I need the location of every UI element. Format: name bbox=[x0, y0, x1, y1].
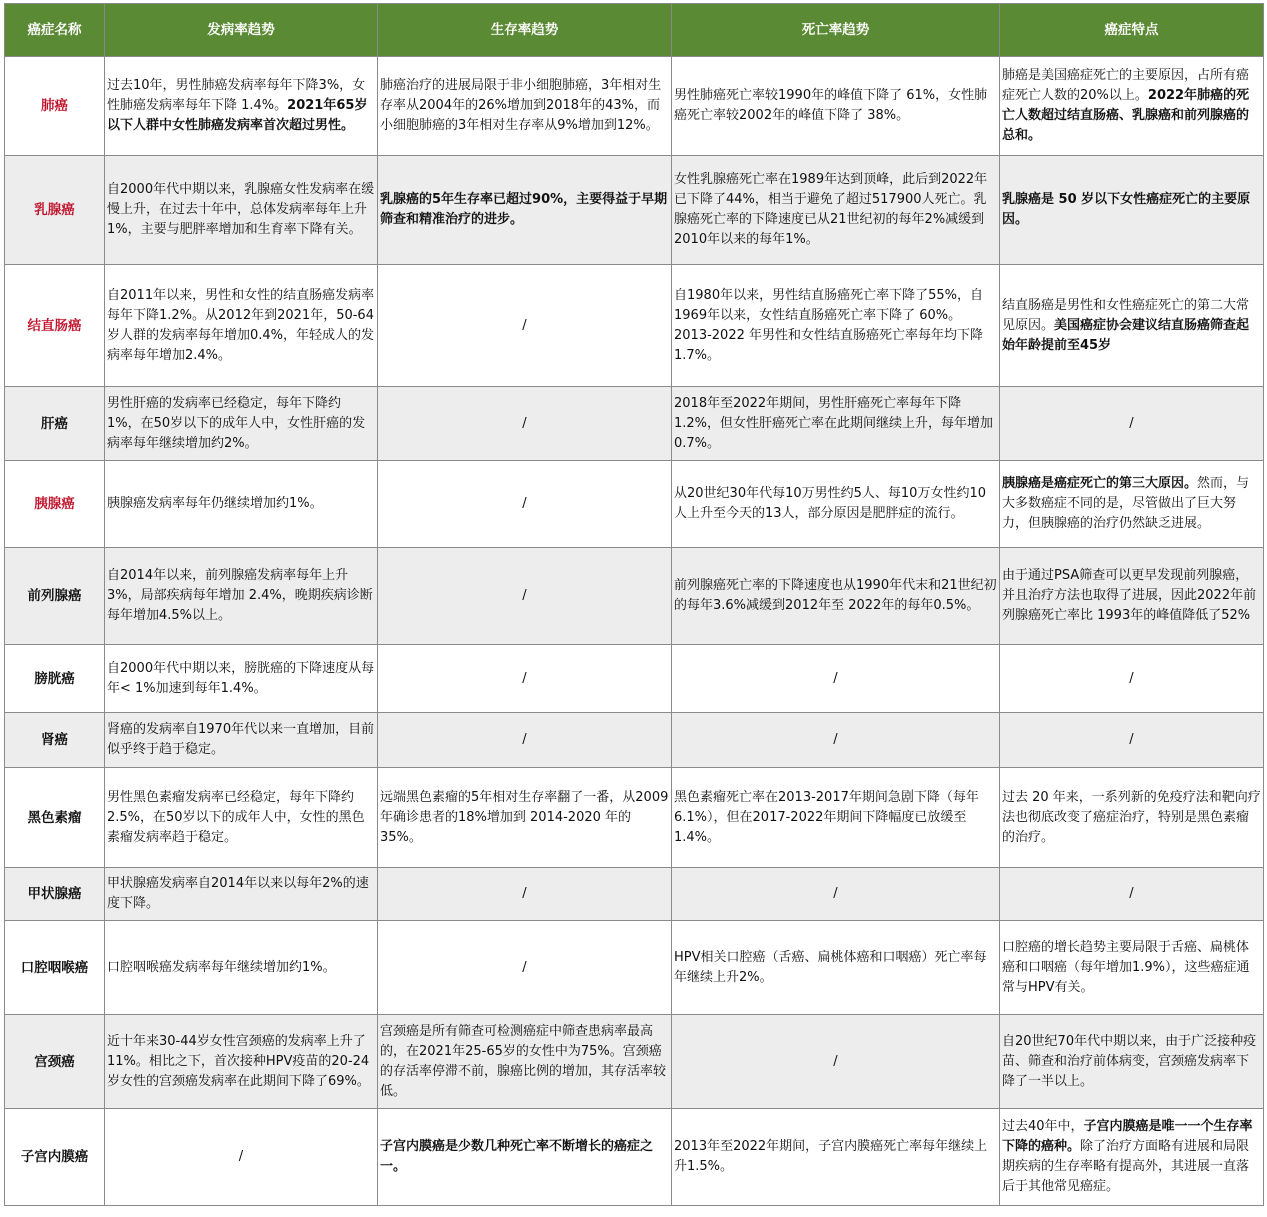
bold-text: 子宫内膜癌是少数几种死亡率不断增长的癌症之一。 bbox=[380, 1139, 654, 1174]
cell-text: / bbox=[522, 588, 527, 603]
cancer-name-cell: 结直肠癌 bbox=[5, 265, 105, 387]
incidence-cell bbox=[105, 713, 378, 768]
table-row bbox=[5, 265, 1264, 387]
table-body bbox=[5, 57, 1264, 1206]
cell-text: 结直肠癌是男性和女性癌症死亡的第二大常见原因。 bbox=[1002, 297, 1250, 333]
mortality-cell bbox=[672, 1015, 1000, 1109]
header-cancer-features: 癌症特点 bbox=[1000, 4, 1264, 57]
survival-cell bbox=[378, 645, 672, 713]
cell-text: 肾癌的发病率自1970年代以来一直增加，目前似乎终于趋于稳定。 bbox=[107, 722, 375, 757]
table-row bbox=[5, 1015, 1264, 1109]
features-cell bbox=[1000, 921, 1264, 1015]
table-row bbox=[5, 768, 1264, 868]
cancer-name-cell: 甲状腺癌 bbox=[5, 868, 105, 921]
cancer-name-cell: 肺癌 bbox=[5, 57, 105, 156]
cell-text: 过去40年中， bbox=[1002, 1119, 1084, 1134]
bold-text: 胰腺癌是癌症死亡的第三大原因。 bbox=[1002, 476, 1198, 491]
cell-text: 2013年至2022年期间，子宫内膜癌死亡率每年继续上升1.5%。 bbox=[674, 1139, 988, 1174]
cell-text: 口腔癌的增长趋势主要局限于舌癌、扁桃体癌和口咽癌（每年增加1.9%），这些癌症通常与HPV有关。 bbox=[1002, 939, 1250, 995]
mortality-cell bbox=[672, 461, 1000, 548]
cell-text: 自2000年代中期以来，膀胱癌的下降速度从每年< 1%加速到每年1.4%。 bbox=[107, 660, 375, 696]
bold-text: 2022年肺癌的死亡人数超过结直肠癌、乳腺癌和前列腺癌的总和。 bbox=[1002, 88, 1250, 143]
incidence-cell bbox=[105, 1109, 378, 1206]
header-incidence-trend: 发病率趋势 bbox=[105, 4, 378, 57]
cell-text: / bbox=[1129, 415, 1134, 431]
cell-text: 肺癌是美国癌症死亡的主要原因，占所有癌症死亡人数的20%以上。 bbox=[1002, 68, 1250, 103]
cell-text: / bbox=[1129, 732, 1134, 747]
cell-text: 男性黑色素瘤发病率已经稳定，每年下降约 2.5%，在50岁以下的成年人中，女性的黑色素瘤发病率趋于稳定。 bbox=[107, 789, 365, 845]
cell-text: 口腔咽喉癌发病率每年继续增加约1%。 bbox=[107, 959, 336, 975]
incidence-cell bbox=[105, 921, 378, 1015]
cancer-name-cell: 膀胱癌 bbox=[5, 645, 105, 713]
cell-text: / bbox=[522, 959, 527, 975]
features-cell bbox=[1000, 548, 1264, 645]
cell-text: 然而，与大多数癌症不同的是，尽管做出了巨大努力，但胰腺癌的治疗仍然缺乏进展。 bbox=[1002, 476, 1250, 531]
cell-text: 宫颈癌是所有筛查可检测癌症中筛查患病率最高的，在2021年25-65岁的女性中为75%。宫颈癌的存活率停滞不前，腺癌比例的增加，其存活率较低。 bbox=[380, 1023, 667, 1099]
bold-text: 乳腺癌的5年生存率已超过90%，主要得益于早期筛查和精准治疗的进步。 bbox=[380, 192, 668, 227]
cancer-name-cell: 肝癌 bbox=[5, 387, 105, 461]
cell-text: / bbox=[1129, 886, 1134, 901]
cell-text: 除了治疗方面略有进展和局限期疾病的生存率略有提高外，其进展一直落后于其他常见癌症。 bbox=[1002, 1139, 1250, 1194]
features-cell bbox=[1000, 1109, 1264, 1206]
features-cell bbox=[1000, 868, 1264, 921]
table-row bbox=[5, 1109, 1264, 1206]
table-row bbox=[5, 713, 1264, 768]
survival-cell bbox=[378, 1015, 672, 1109]
features-cell bbox=[1000, 387, 1264, 461]
incidence-cell bbox=[105, 548, 378, 645]
survival-cell bbox=[378, 156, 672, 265]
cell-text: 甲状腺癌发病率自2014年以来以每年2%的速度下降。 bbox=[107, 876, 369, 911]
cancer-trends-table bbox=[4, 3, 1264, 1206]
survival-cell bbox=[378, 57, 672, 156]
incidence-cell bbox=[105, 645, 378, 713]
cancer-name-cell: 子宫内膜癌 bbox=[5, 1109, 105, 1206]
table-row bbox=[5, 461, 1264, 548]
cell-text: 胰腺癌发病率每年仍继续增加约1%。 bbox=[107, 496, 323, 511]
mortality-cell bbox=[672, 387, 1000, 461]
cell-text: / bbox=[833, 670, 838, 686]
cancer-name-cell: 胰腺癌 bbox=[5, 461, 105, 548]
bold-text: 子宫内膜癌是唯一一个生存率下降的癌种。 bbox=[1002, 1119, 1253, 1154]
header-row bbox=[5, 4, 1264, 57]
mortality-cell bbox=[672, 548, 1000, 645]
cell-text: / bbox=[522, 317, 527, 333]
bold-text: 2021年65岁以下人群中女性肺癌发病率首次超过男性。 bbox=[107, 98, 368, 133]
incidence-cell bbox=[105, 461, 378, 548]
mortality-cell bbox=[672, 921, 1000, 1015]
cancer-name-cell: 口腔咽喉癌 bbox=[5, 921, 105, 1015]
survival-cell bbox=[378, 921, 672, 1015]
cell-text: 过去10年，男性肺癌发病率每年下降3%，女性肺癌发病率每年下降 1.4%。 bbox=[107, 78, 366, 113]
incidence-cell bbox=[105, 265, 378, 387]
cancer-name-cell: 肾癌 bbox=[5, 713, 105, 768]
mortality-cell bbox=[672, 713, 1000, 768]
cell-text: 男性肝癌的发病率已经稳定，每年下降约 1%，在50岁以下的成年人中，女性肝癌的发病率每年继续增加约2%。 bbox=[107, 395, 366, 451]
incidence-cell bbox=[105, 1015, 378, 1109]
mortality-cell bbox=[672, 768, 1000, 868]
mortality-cell bbox=[672, 1109, 1000, 1206]
cell-text: / bbox=[238, 1149, 244, 1164]
survival-cell bbox=[378, 265, 672, 387]
survival-cell bbox=[378, 548, 672, 645]
table-row bbox=[5, 645, 1264, 713]
mortality-cell bbox=[672, 265, 1000, 387]
table-row bbox=[5, 156, 1264, 265]
cell-text: / bbox=[833, 1053, 838, 1069]
table-row bbox=[5, 57, 1264, 156]
cancer-name-cell: 宫颈癌 bbox=[5, 1015, 105, 1109]
cell-text: / bbox=[522, 496, 527, 511]
incidence-cell bbox=[105, 387, 378, 461]
features-cell bbox=[1000, 265, 1264, 387]
survival-cell bbox=[378, 713, 672, 768]
cell-text: 过去 20 年来，一系列新的免疫疗法和靶向疗法也彻底改变了癌症治疗，特别是黑色素瘤的治疗。 bbox=[1002, 789, 1261, 845]
survival-cell bbox=[378, 868, 672, 921]
header-mortality-trend: 死亡率趋势 bbox=[672, 4, 1000, 57]
mortality-cell bbox=[672, 57, 1000, 156]
features-cell bbox=[1000, 461, 1264, 548]
features-cell bbox=[1000, 645, 1264, 713]
features-cell bbox=[1000, 156, 1264, 265]
incidence-cell bbox=[105, 156, 378, 265]
bold-text: 美国癌症协会建议结直肠癌筛查起始年龄提前至45岁 bbox=[1002, 317, 1250, 353]
survival-cell bbox=[378, 461, 672, 548]
bold-text: 乳腺癌是 50 岁以下女性癌症死亡的主要原因。 bbox=[1002, 192, 1251, 227]
mortality-cell bbox=[672, 156, 1000, 265]
mortality-cell bbox=[672, 645, 1000, 713]
cell-text: / bbox=[833, 886, 838, 901]
cell-text: 远端黑色素瘤的5年相对生存率翻了一番，从2009年确诊患者的18%增加到 2014-2020 年的35%。 bbox=[380, 789, 669, 845]
survival-cell bbox=[378, 387, 672, 461]
cell-text: 自2000年代中期以来，乳腺癌女性发病率在缓慢上升，在过去十年中，总体发病率每年上升1%，主要与肥胖率增加和生育率下降有关。 bbox=[107, 182, 375, 237]
features-cell bbox=[1000, 57, 1264, 156]
features-cell bbox=[1000, 713, 1264, 768]
cancer-name-cell: 黑色素瘤 bbox=[5, 768, 105, 868]
cell-text: / bbox=[1129, 670, 1134, 686]
cell-text: 肺癌治疗的进展局限于非小细胞肺癌，3年相对生存率从2004年的26%增加到2018年的43%，而小细胞肺癌的3年相对生存率从9%增加到12%。 bbox=[380, 78, 662, 133]
table-row bbox=[5, 868, 1264, 921]
header-cancer-name: 癌症名称 bbox=[5, 4, 105, 57]
cancer-name-cell: 乳腺癌 bbox=[5, 156, 105, 265]
cell-text: 自20世纪70年代中期以来，由于广泛接种疫苗、筛查和治疗前体病变，宫颈癌发病率下降了一半以上。 bbox=[1002, 1033, 1257, 1089]
survival-cell bbox=[378, 1109, 672, 1206]
cell-text: / bbox=[522, 415, 527, 431]
incidence-cell bbox=[105, 57, 378, 156]
cell-text: 由于通过PSA筛查可以更早发现前列腺癌，并且治疗方法也取得了进展，因此2022年前列腺癌死亡率比 1993年的峰值降低了52% bbox=[1002, 568, 1257, 623]
cancer-name-cell: 前列腺癌 bbox=[5, 548, 105, 645]
cell-text: 从20世纪30年代每10万男性约5人、每10万女性约10人上升至今天的13人，部分原因是肥胖症的流行。 bbox=[674, 486, 986, 521]
cell-text: / bbox=[522, 670, 527, 686]
cell-text: HPV相关口腔癌（舌癌、扁桃体癌和口咽癌）死亡率每年继续上升2%。 bbox=[674, 949, 987, 985]
cell-text: 前列腺癌死亡率的下降速度也从1990年代末和21世纪初的每年3.6%减缓到2012年至 2022年的每年0.5%。 bbox=[674, 578, 997, 613]
cell-text: 自2011年以来，男性和女性的结直肠癌发病率每年下降1.2%。从2012年到2021年，50-64岁人群的发病率每年增加0.4%，年轻成人的发病率每年增加2.4%。 bbox=[107, 287, 375, 363]
cell-text: / bbox=[522, 886, 527, 901]
features-cell bbox=[1000, 768, 1264, 868]
table-row bbox=[5, 921, 1264, 1015]
cell-text: 黑色素瘤死亡率在2013-2017年期间急剧下降（每年 6.1%），但在2017-2022年期间下降幅度已放缓至1.4%。 bbox=[674, 789, 979, 845]
table-row bbox=[5, 387, 1264, 461]
cell-text: 2018年至2022年期间，男性肝癌死亡率每年下降 1.2%，但女性肝癌死亡率在此期间继续上升，每年增加 0.7%。 bbox=[674, 395, 994, 451]
header-survival-trend: 生存率趋势 bbox=[378, 4, 672, 57]
incidence-cell bbox=[105, 768, 378, 868]
cell-text: / bbox=[833, 732, 838, 747]
survival-cell bbox=[378, 768, 672, 868]
mortality-cell bbox=[672, 868, 1000, 921]
cell-text: 男性肺癌死亡率较1990年的峰值下降了 61%，女性肺癌死亡率较2002年的峰值下降了 38%。 bbox=[674, 88, 988, 123]
table-row bbox=[5, 548, 1264, 645]
cell-text: / bbox=[522, 732, 527, 747]
incidence-cell bbox=[105, 868, 378, 921]
cell-text: 自2014年以来，前列腺癌发病率每年上升 3%，局部疾病每年增加 2.4%，晚期疾病诊断每年增加4.5%以上。 bbox=[107, 568, 373, 623]
cell-text: 自1980年以来，男性结直肠癌死亡率下降了55%，自1969年以来，女性结直肠癌死亡率下降了 60%。2013-2022 年男性和女性结直肠癌死亡率每年均下降 1.7%。 bbox=[674, 287, 983, 363]
features-cell bbox=[1000, 1015, 1264, 1109]
cell-text: 女性乳腺癌死亡率在1989年达到顶峰，此后到2022年已下降了44%，相当于避免了超过517900人死亡。乳腺癌死亡率的下降速度已从21世纪初的每年2%减缓到2010年以来的每年1%。 bbox=[674, 172, 988, 247]
cell-text: 近十年来30-44岁女性宫颈癌的发病率上升了11%。相比之下，首次接种HPV疫苗的20-24岁女性的宫颈癌发病率在此期间下降了69%。 bbox=[107, 1033, 370, 1089]
